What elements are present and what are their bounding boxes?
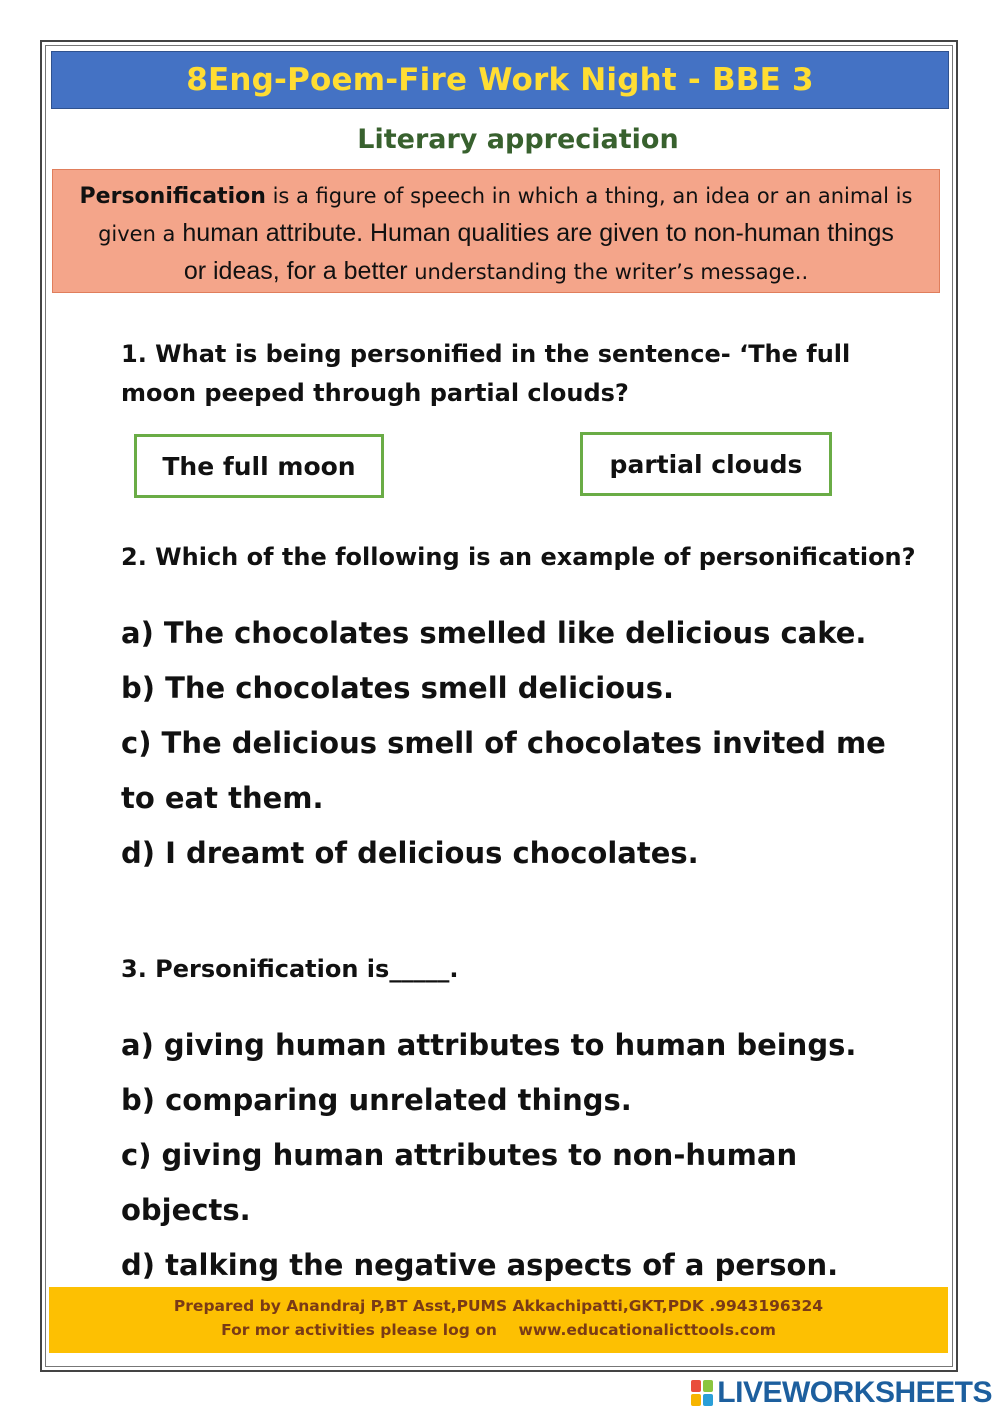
liveworksheets-brand: [691, 1374, 992, 1412]
definition-text-4: or ideas, for a better: [183, 257, 408, 285]
definition-text-3: human attribute. Human qualities are given to non-human things: [175, 219, 894, 247]
q2-option-b[interactable]: b) The chocolates smell delicious.: [121, 671, 674, 705]
worksheet-title-bar: [51, 51, 949, 109]
q3-option-c[interactable]: c) giving human attributes to non-human objects.: [121, 1138, 798, 1227]
worksheet-title: 8Eng-Poem-Fire Work Night - BBE 3: [186, 62, 814, 98]
q3-option-a[interactable]: a) giving human attributes to human beings.: [121, 1028, 857, 1062]
question-2-options: [121, 606, 921, 881]
definition-text-1: is a figure of speech in which a thing, an idea or an animal is: [265, 184, 913, 208]
answer-box-partial-clouds[interactable]: [580, 432, 832, 496]
answer-box-label: The full moon: [162, 451, 356, 481]
definition-term: Personification: [79, 184, 266, 209]
question-1: 1. What is being personified in the sentence- ‘The full moon peeped through partial clouds?: [121, 340, 851, 407]
question-3-options: [121, 1018, 921, 1293]
answer-box-label: partial clouds: [609, 449, 803, 479]
q3-option-b[interactable]: b) comparing unrelated things.: [121, 1083, 632, 1117]
credits-line-1: Prepared by Anandraj P,BT Asst,PUMS Akkachipatti,GKT,PDK .9943196324: [173, 1297, 824, 1315]
q2-option-d[interactable]: d) I dreamt of delicious chocolates.: [121, 836, 699, 870]
definition-text-5: understanding the writer’s message..: [407, 260, 809, 284]
credits-line-2: For mor activities please log on www.educationalicttools.com: [221, 1321, 776, 1339]
q2-option-a[interactable]: a) The chocolates smelled like delicious cake.: [121, 616, 867, 650]
section-subtitle: Literary appreciation: [357, 124, 679, 155]
question-3: 3. Personification is_____.: [121, 955, 459, 983]
answer-box-full-moon[interactable]: [134, 434, 384, 498]
credits-footer: [49, 1287, 948, 1353]
question-2: 2. Which of the following is an example of personification?: [121, 543, 916, 571]
brand-name: LIVEWORKSHEETS: [717, 1376, 992, 1409]
definition-box: [52, 169, 940, 293]
liveworksheets-logo-icon: [691, 1380, 713, 1406]
definition-text-2: given a: [98, 222, 176, 246]
q2-option-c[interactable]: c) The delicious smell of chocolates invited me to eat them.: [121, 726, 886, 815]
q3-option-d[interactable]: d) talking the negative aspects of a person.: [121, 1248, 839, 1282]
